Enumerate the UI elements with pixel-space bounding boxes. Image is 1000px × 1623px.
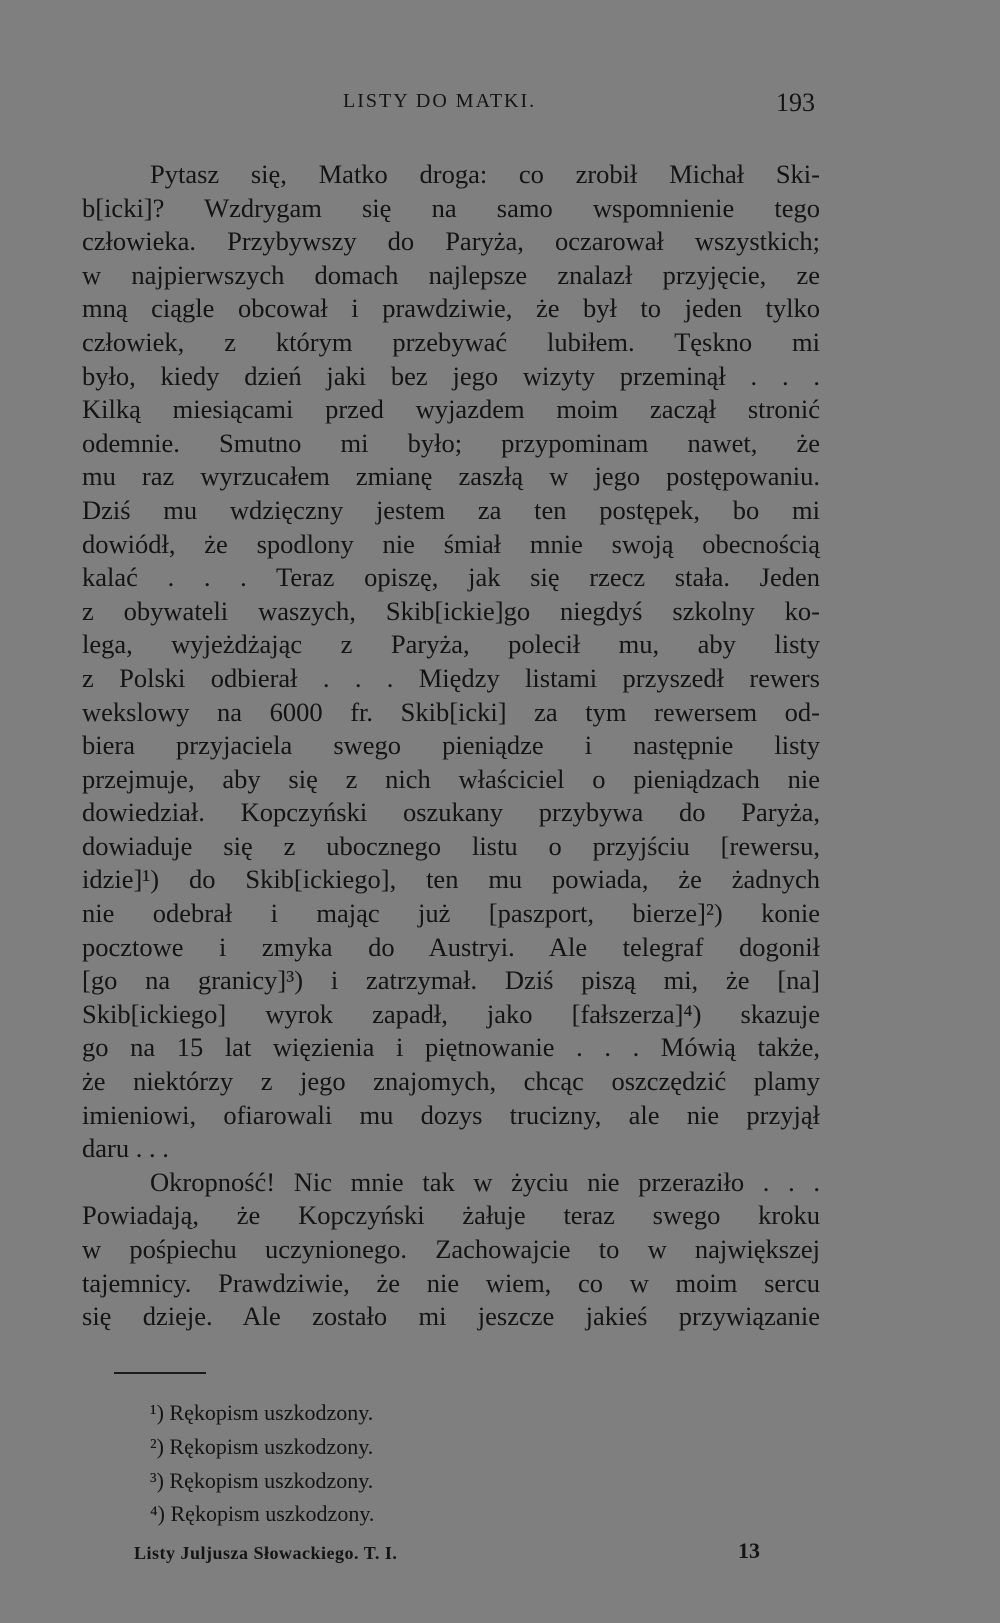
text-line: z Polski odbierał . . . Między listami przyszedł rewers — [82, 662, 820, 693]
page-number: 193 — [776, 88, 815, 117]
printer-signature-mark: Listy Juljusza Słowackiego. T. I. — [134, 1543, 398, 1563]
text-line: dowiedział. Kopczyński oszukany przybywa do Paryża, — [82, 797, 820, 828]
text-line: było, kiedy dzień jaki bez jego wizyty przeminął . . . — [82, 360, 820, 391]
text-line: Kilką miesiącami przed wyjazdem moim zaczął stronić — [82, 394, 820, 425]
text-line: się dzieje. Ale zostało mi jeszcze jakieś przywiązanie — [82, 1301, 820, 1332]
text-line: w pośpiechu uczynionego. Zachowajcie to w największej — [82, 1234, 820, 1264]
text-line: Dziś mu wdzięczny jestem za ten postępek, bo mi — [82, 494, 820, 525]
footnote — [150, 1464, 374, 1498]
text-line: mu raz wyrzucałem zmianę zaszłą w jego postępowaniu. — [82, 461, 820, 492]
text-line: z obywateli waszych, Skib[ickie]go niegdyś szkolny ko- — [82, 595, 820, 626]
text-line: lega, wyjeżdżając z Paryża, polecił mu, aby listy — [82, 629, 820, 660]
footnote-mark: ¹) — [150, 1400, 164, 1425]
text-line: tajemnicy. Prawdziwie, że nie wiem, co w moim sercu — [82, 1267, 820, 1298]
footnote-text: Rękopism uszkodzony. — [170, 1501, 375, 1527]
body-text — [82, 158, 820, 1334]
text-line: Skib[ickiego] wyrok zapadł, jako [fałszerza]⁴) skazuje — [82, 998, 820, 1029]
footnotes — [150, 1396, 374, 1531]
text-line: dowiaduje się z ubocznego listu o przyjściu [rewersu, — [82, 830, 820, 861]
text-line: b[icki]? Wzdrygam się na samo wspomnienie tego — [82, 192, 820, 223]
text-line: nie odebrał i mając już [paszport, bierze]²) konie — [82, 898, 820, 929]
footnote — [150, 1396, 374, 1430]
text-line: go na 15 lat więzienia i piętnowanie . . . Mówią także, — [82, 1032, 820, 1063]
text-line: pocztowe i zmyka do Austryi. Ale telegraf dogonił — [82, 931, 820, 962]
text-line: [go na granicy]³) i zatrzymał. Dziś piszą mi, że [na] — [82, 965, 820, 996]
footnote-mark: ⁴) — [150, 1501, 165, 1527]
footnote-text: Rękopism uszkodzony. — [169, 1400, 374, 1425]
text-line: w najpierwszych domach najlepsze znalazł przyjęcie, ze — [82, 259, 820, 290]
footnote-text: Rękopism uszkodzony. — [169, 1467, 374, 1493]
footnote — [150, 1497, 374, 1531]
text-line: że niektórzy z jego znajomych, chcąc oszczędzić plamy — [82, 1066, 820, 1097]
text-line: dowiódł, że spodlony nie śmiał mnie swoją obecnością — [82, 528, 820, 559]
footnote-mark: ²) — [150, 1433, 164, 1459]
running-header: LISTY DO MATKI. — [343, 90, 537, 112]
text-line: człowiek, z którym przebywać lubiłem. Tęskno mi — [82, 326, 820, 357]
text-line: człowieka. Przybywszy do Paryża, oczarował wszystkich; — [82, 226, 820, 257]
footnote — [150, 1430, 374, 1464]
footnote-text: Rękopism uszkodzony. — [169, 1433, 374, 1459]
footnote-mark: ³) — [150, 1467, 164, 1493]
text-line: biera przyjaciela swego pieniądze i następnie listy — [82, 730, 820, 761]
text-line: Pytasz się, Matko droga: co zrobił Michał Ski- — [150, 159, 820, 189]
text-line: Powiadają, że Kopczyński żałuje teraz swego kroku — [82, 1200, 820, 1231]
text-line: mną ciągle obcował i prawdziwie, że był to jeden tylko — [82, 293, 820, 324]
sheet-number: 13 — [738, 1538, 760, 1563]
text-line: Okropność! Nic mnie tak w życiu nie przeraziło . . . — [150, 1166, 820, 1197]
text-line: kalać . . . Teraz opiszę, jak się rzecz stała. Jeden — [82, 562, 820, 593]
text-line: odemnie. Smutno mi było; przypominam nawet, że — [82, 427, 820, 458]
text-line: wekslowy na 6000 fr. Skib[icki] za tym rewersem od- — [82, 696, 820, 727]
footnote-separator — [114, 1372, 206, 1374]
text-line: idzie]¹) do Skib[ickiego], ten mu powiada, że żadnych — [82, 864, 820, 895]
text-line: imieniowi, ofiarowali mu dozys trucizny, ale nie przyjął — [82, 1099, 820, 1130]
text-line: daru . . . — [82, 1133, 169, 1164]
text-line: przejmuje, aby się z nich właściciel o pieniądzach nie — [82, 763, 820, 794]
